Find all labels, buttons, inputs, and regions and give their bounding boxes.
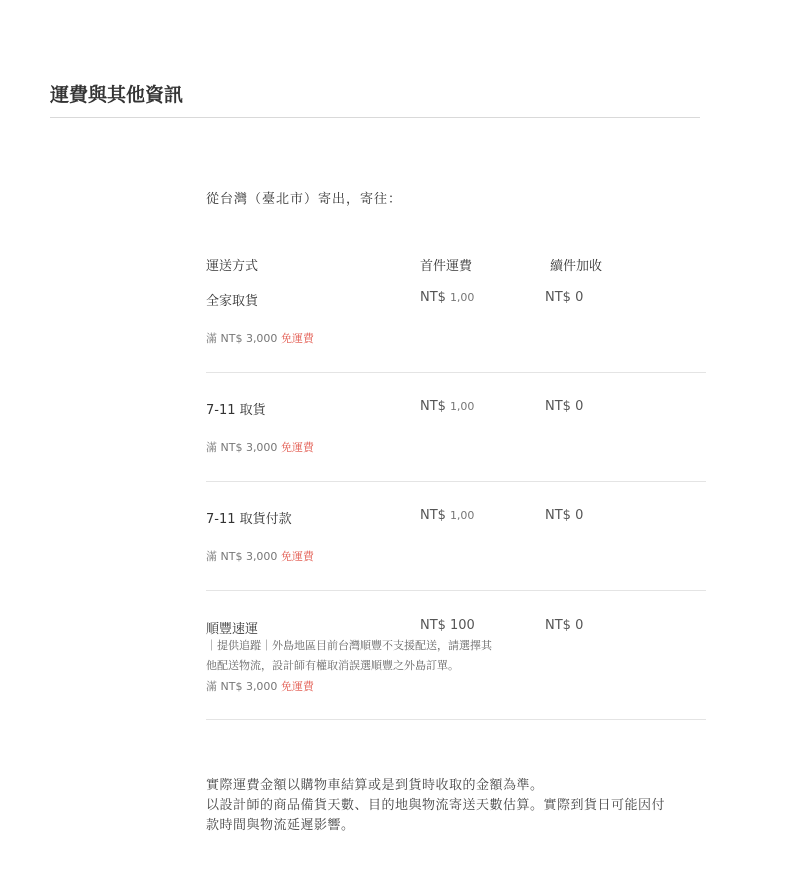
method-name: 7-11 取貨付款 bbox=[206, 512, 292, 527]
header-method: 運送方式 bbox=[206, 259, 259, 274]
fee-currency: NT$ bbox=[420, 618, 446, 633]
fee-currency: NT$ bbox=[420, 399, 446, 414]
row-divider bbox=[206, 590, 706, 591]
free-shipping-note bbox=[206, 439, 314, 455]
shipping-row-familymart bbox=[206, 290, 706, 374]
fee-amount: 1,00 bbox=[449, 400, 475, 413]
method-name: 7-11 取貨 bbox=[206, 403, 266, 418]
fee-amount: 100 bbox=[449, 618, 475, 633]
disclaimer-line: 實際運費金額以購物車結算或是到貨時收取的金額為準。 bbox=[206, 778, 544, 793]
first-fee bbox=[420, 618, 475, 633]
note-line: ｜提供追蹤｜外島地區目前台灣順豐不支援配送，請選擇其 bbox=[206, 639, 492, 652]
extra-fee: NT$ 0 bbox=[545, 399, 584, 414]
fee-currency: NT$ bbox=[420, 290, 446, 305]
shipping-method-note bbox=[206, 636, 536, 676]
free-shipping-tag: 免運費 bbox=[280, 680, 314, 693]
free-shipping-note bbox=[206, 678, 314, 694]
first-fee bbox=[420, 508, 474, 523]
row-divider bbox=[206, 481, 706, 482]
shipping-disclaimer bbox=[206, 776, 716, 836]
free-shipping-note bbox=[206, 330, 314, 346]
free-threshold: 滿 NT$ 3,000 bbox=[206, 550, 278, 563]
free-shipping-tag: 免運費 bbox=[280, 441, 314, 454]
row-divider bbox=[206, 719, 706, 720]
shipping-row-711 bbox=[206, 399, 706, 483]
header-extra-fee: 續件加收 bbox=[550, 259, 603, 274]
fee-currency: NT$ bbox=[420, 508, 446, 523]
free-shipping-tag: 免運費 bbox=[280, 550, 314, 563]
first-fee bbox=[420, 399, 474, 414]
note-line: 他配送物流，設計師有權取消誤選順豐之外島訂單。 bbox=[206, 659, 459, 672]
free-shipping-note bbox=[206, 548, 314, 564]
shipping-row-711-cod bbox=[206, 508, 706, 592]
extra-fee: NT$ 0 bbox=[545, 618, 584, 633]
free-shipping-tag: 免運費 bbox=[280, 332, 314, 345]
header-first-fee: 首件運費 bbox=[420, 259, 473, 274]
section-title: 運費與其他資訊 bbox=[50, 84, 184, 106]
fee-amount: 1,00 bbox=[449, 509, 475, 522]
row-divider bbox=[206, 372, 706, 373]
first-fee bbox=[420, 290, 474, 305]
ship-origin-text: 從台灣（臺北市）寄出，寄往： bbox=[206, 192, 403, 207]
method-name: 順豐速運 bbox=[206, 622, 259, 637]
free-threshold: 滿 NT$ 3,000 bbox=[206, 441, 278, 454]
title-divider bbox=[50, 117, 700, 118]
extra-fee: NT$ 0 bbox=[545, 290, 584, 305]
shipping-table-header bbox=[206, 255, 706, 275]
free-threshold: 滿 NT$ 3,000 bbox=[206, 332, 278, 345]
extra-fee: NT$ 0 bbox=[545, 508, 584, 523]
shipping-row-sf-express bbox=[206, 618, 706, 722]
disclaimer-line: 以設計師的商品備貨天數、目的地與物流寄送天數估算。實際到貨日可能因付 bbox=[206, 798, 666, 813]
free-threshold: 滿 NT$ 3,000 bbox=[206, 680, 278, 693]
fee-amount: 1,00 bbox=[449, 291, 475, 304]
disclaimer-line: 款時間與物流延遲影響。 bbox=[206, 818, 355, 833]
method-name: 全家取貨 bbox=[206, 294, 259, 309]
